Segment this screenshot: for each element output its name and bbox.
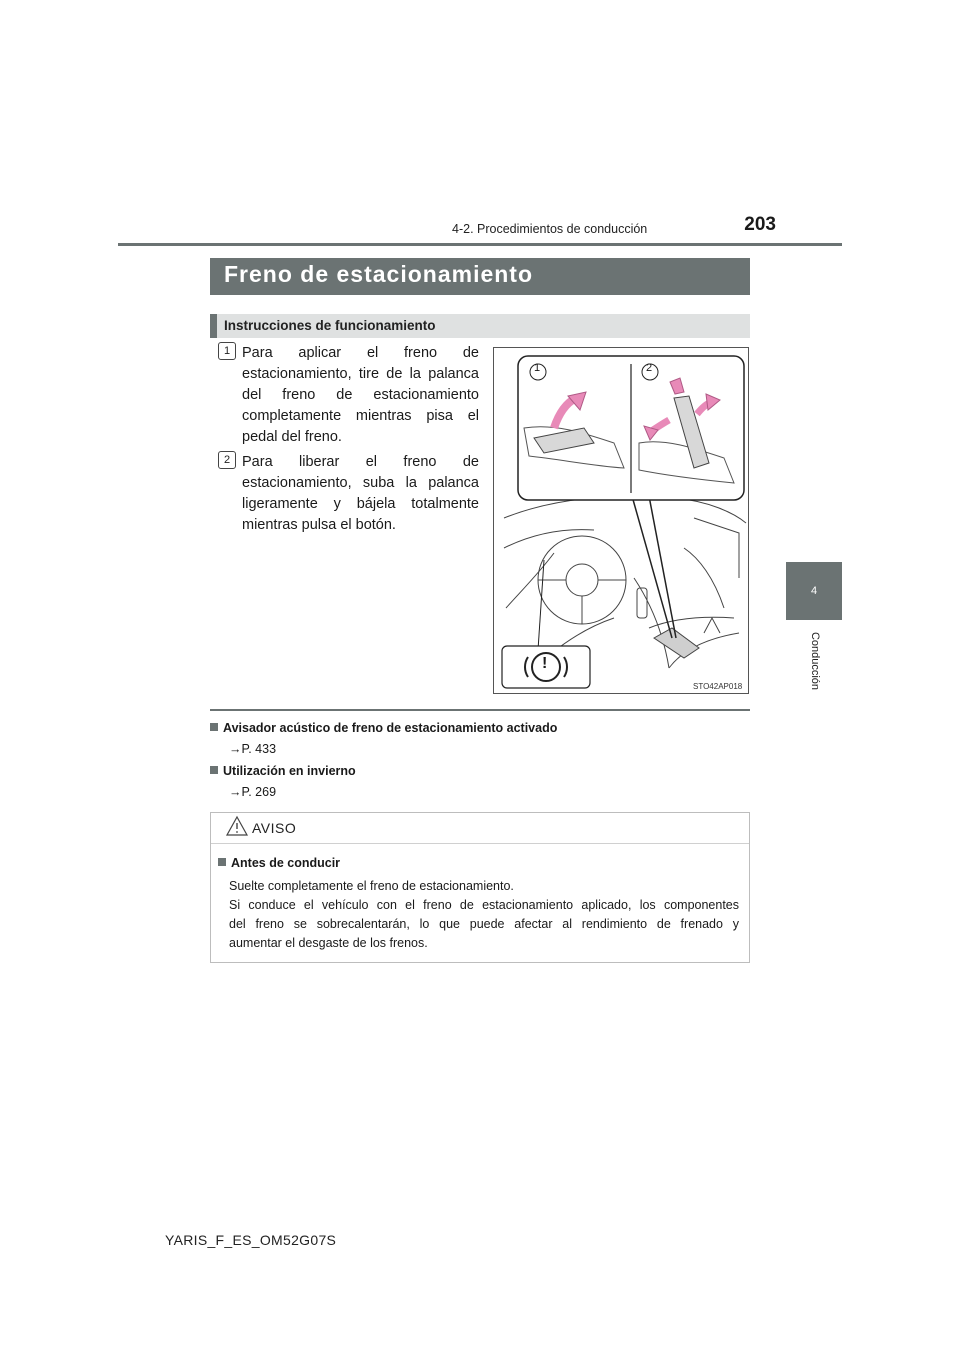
step-line: Para liberar el freno de xyxy=(242,454,479,470)
step-line: ligeramente y bájela totalmente xyxy=(242,496,479,512)
inset-label-2: 2 xyxy=(646,362,653,374)
step-number-2: 2 xyxy=(218,451,236,469)
bullet-square-icon xyxy=(210,723,218,731)
note-ref-1[interactable]: →P. 433 xyxy=(229,742,277,756)
warning-body xyxy=(229,877,739,953)
warning-title-text: Antes de conducir xyxy=(231,856,341,870)
warning-line: aumentar el desgaste de los frenos. xyxy=(229,936,428,950)
note-ref-2[interactable]: →P. 269 xyxy=(229,785,277,799)
step-line: completamente mientras pisa el xyxy=(242,408,479,424)
step-line: pedal del freno. xyxy=(242,429,342,445)
figure-code: STO42AP018 xyxy=(693,682,743,691)
note-title-text: Avisador acústico de freno de estacionamiento activado xyxy=(223,721,558,735)
bullet-square-icon xyxy=(218,858,226,866)
page-title: Freno de estacionamiento xyxy=(224,261,534,287)
note-title-1 xyxy=(210,721,557,735)
warning-line: Suelte completamente el freno de estacionamiento. xyxy=(229,879,514,893)
chapter-tab: 4 xyxy=(786,562,842,620)
parking-brake-illustration xyxy=(493,347,749,694)
step-line: del freno de estacionamiento xyxy=(242,387,479,403)
warning-line: del freno se sobrecalentarán, lo que puede afectar al rendimiento de frenado y xyxy=(229,917,739,931)
illustration-drawing xyxy=(494,348,748,693)
document-code: YARIS_F_ES_OM52G07S xyxy=(165,1232,337,1248)
warning-line: Si conduce el vehículo con el freno de estacionamiento aplicado, los componentes xyxy=(229,898,739,912)
page-number: 203 xyxy=(744,214,776,235)
subheading-accent xyxy=(210,314,217,338)
step-2-text xyxy=(242,452,479,536)
step-line: mientras pulsa el botón. xyxy=(242,517,396,533)
chapter-label: Conducción xyxy=(809,631,821,691)
step-1-text xyxy=(242,343,479,448)
step-line: estacionamiento, suba la palanca xyxy=(242,475,479,491)
note-title-2 xyxy=(210,764,356,778)
inset-label-1: 1 xyxy=(534,362,541,374)
warning-triangle-icon xyxy=(225,815,249,837)
brake-warning-icon: ! xyxy=(542,655,548,672)
bullet-square-icon xyxy=(210,766,218,774)
warning-header-rule xyxy=(211,843,749,844)
note-title-text: Utilización en invierno xyxy=(223,764,356,778)
warning-title xyxy=(218,856,340,870)
section-divider xyxy=(210,709,750,711)
step-number-1: 1 xyxy=(218,342,236,360)
section-label: 4-2. Procedimientos de conducción xyxy=(452,222,648,236)
header-rule xyxy=(118,243,842,246)
step-line: estacionamiento, tire de la palanca xyxy=(242,366,479,382)
subheading: Instrucciones de funcionamiento xyxy=(224,318,436,333)
warning-label: AVISO xyxy=(252,820,297,836)
step-line: Para aplicar el freno de xyxy=(242,345,479,361)
